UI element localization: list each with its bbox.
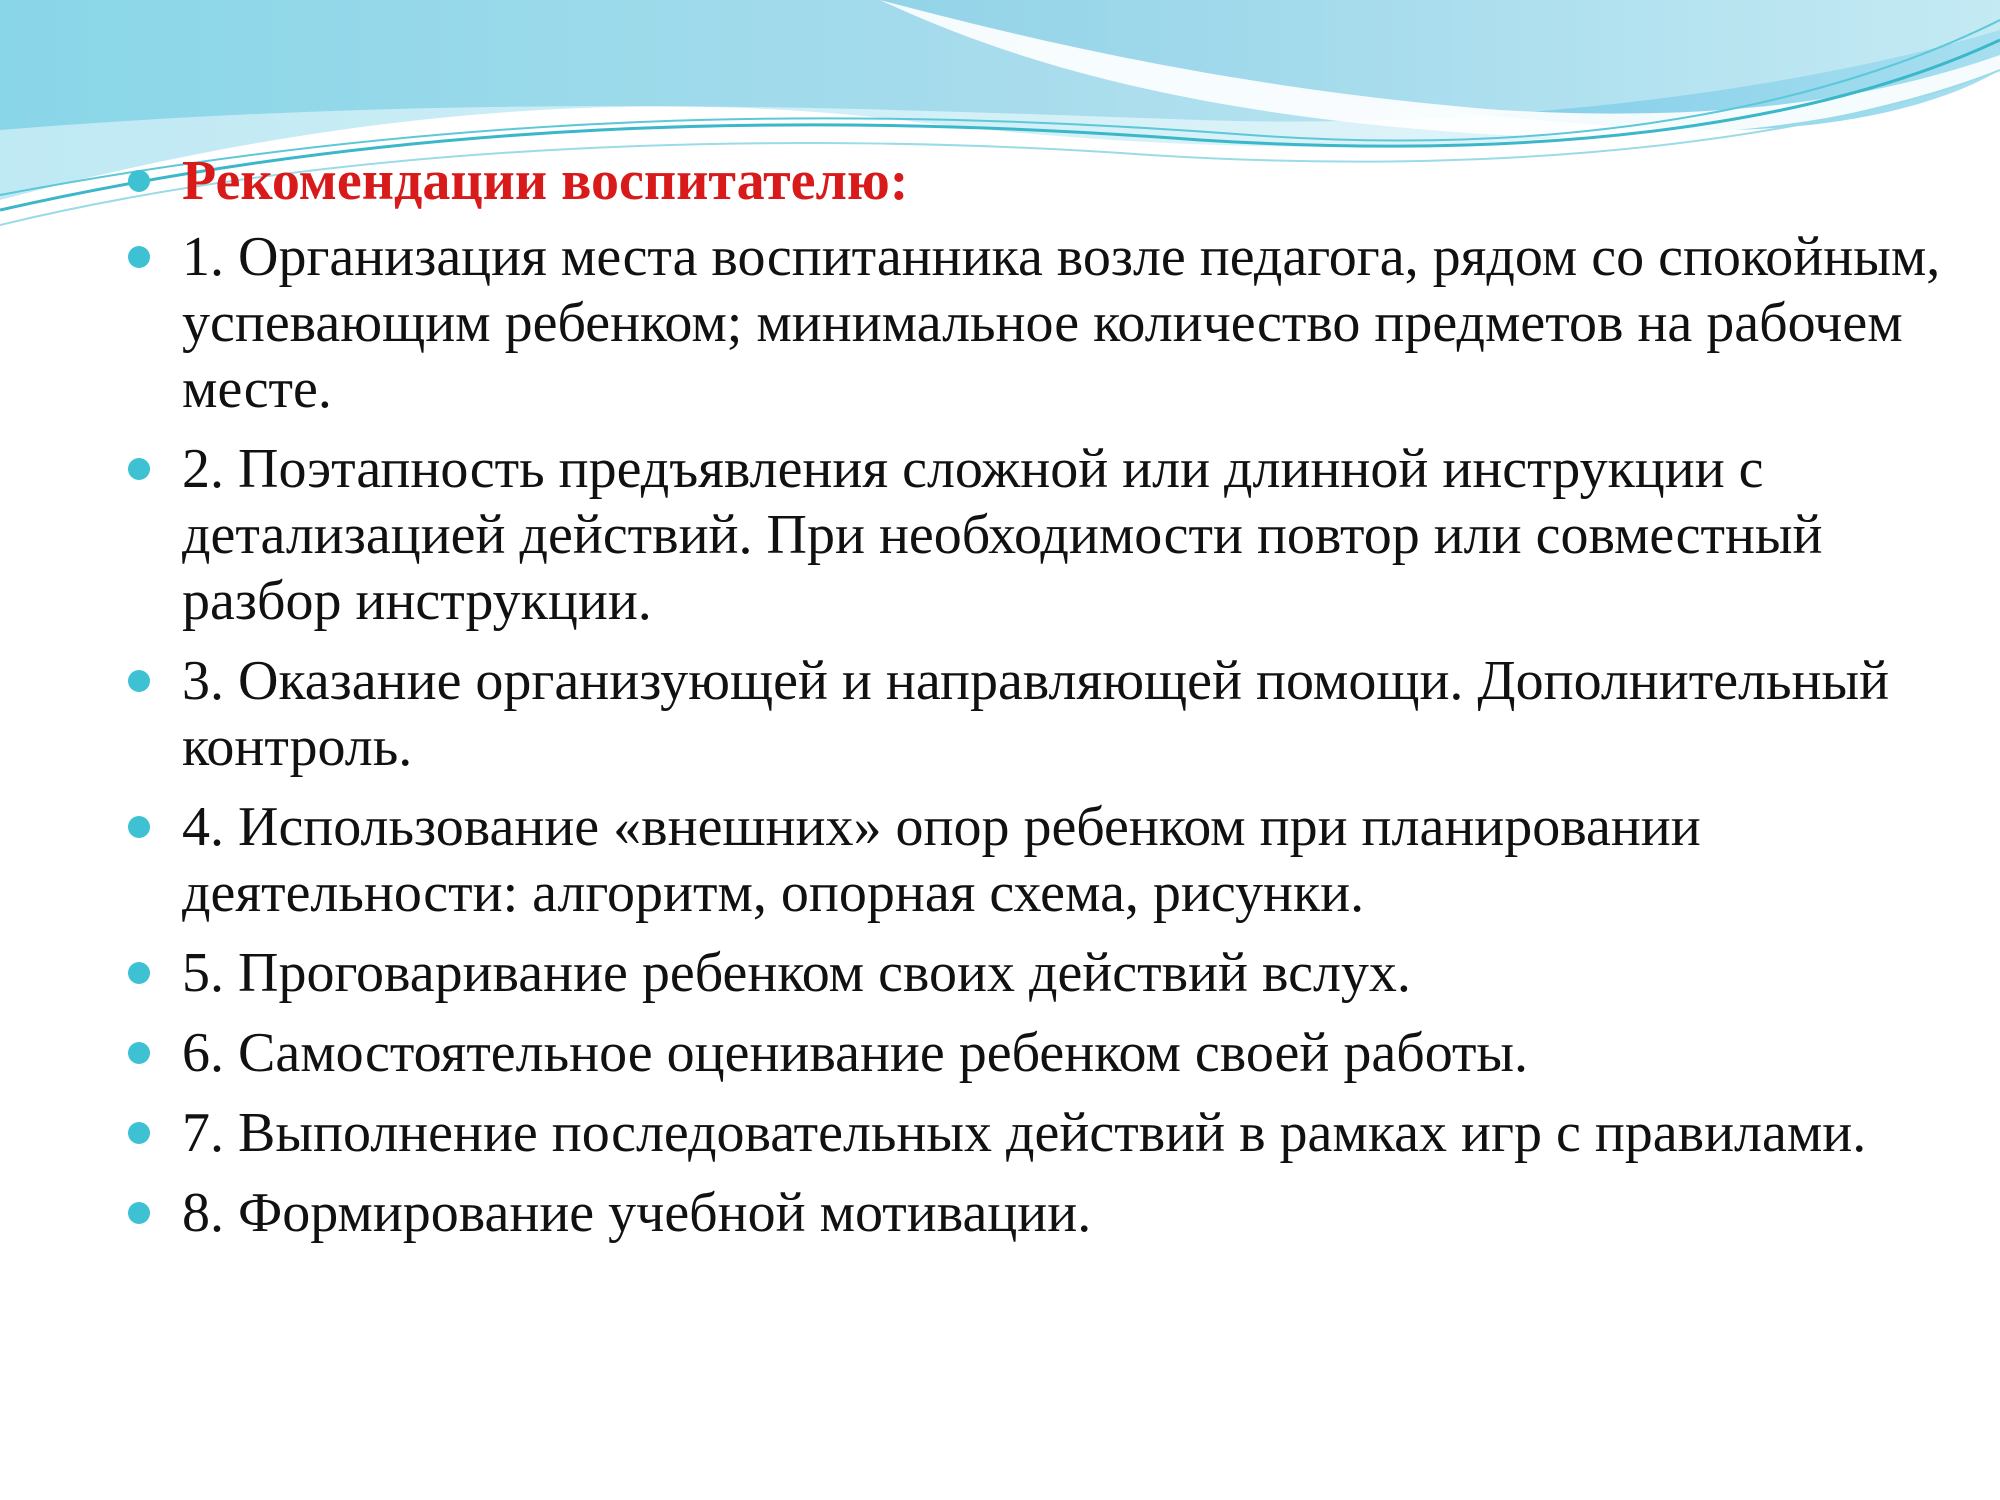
bullet-icon bbox=[128, 246, 150, 268]
bullet-icon bbox=[128, 458, 150, 480]
list-item: 8. Формирование учебной мотивации. bbox=[128, 1180, 1948, 1246]
list-item: 5. Проговаривание ребенком своих действий вслух. bbox=[128, 940, 1948, 1006]
list-heading: Рекомендации воспитателю: bbox=[128, 148, 1948, 214]
bullet-icon bbox=[128, 670, 150, 692]
list-item: 3. Оказание организующей и направляющей помощи. Дополнительный контроль. bbox=[128, 648, 1948, 780]
list-item: 1. Организация места воспитанника возле педагога, рядом со спокойным, успевающим ребенком; минимальное количество предметов на рабочем месте. bbox=[128, 224, 1948, 422]
bullet-icon bbox=[128, 962, 150, 984]
bullet-icon bbox=[128, 1042, 150, 1064]
list-item: 7. Выполнение последовательных действий в рамках игр с правилами. bbox=[128, 1100, 1948, 1166]
bullet-icon bbox=[128, 170, 150, 192]
recommendations-list bbox=[128, 148, 1948, 1246]
bullet-icon bbox=[128, 1202, 150, 1224]
bullet-icon bbox=[128, 1122, 150, 1144]
list-item: 6. Самостоятельное оценивание ребенком своей работы. bbox=[128, 1020, 1948, 1086]
bullet-icon bbox=[128, 816, 150, 838]
list-item: 4. Использование «внешних» опор ребенком при планировании деятельности: алгоритм, опорная схема, рисунки. bbox=[128, 794, 1948, 926]
slide-content bbox=[128, 148, 1948, 1260]
list-item: 2. Поэтапность предъявления сложной или длинной инструкции с детализацией действий. При необходимости повтор или совместный разбор инструкции. bbox=[128, 436, 1948, 634]
